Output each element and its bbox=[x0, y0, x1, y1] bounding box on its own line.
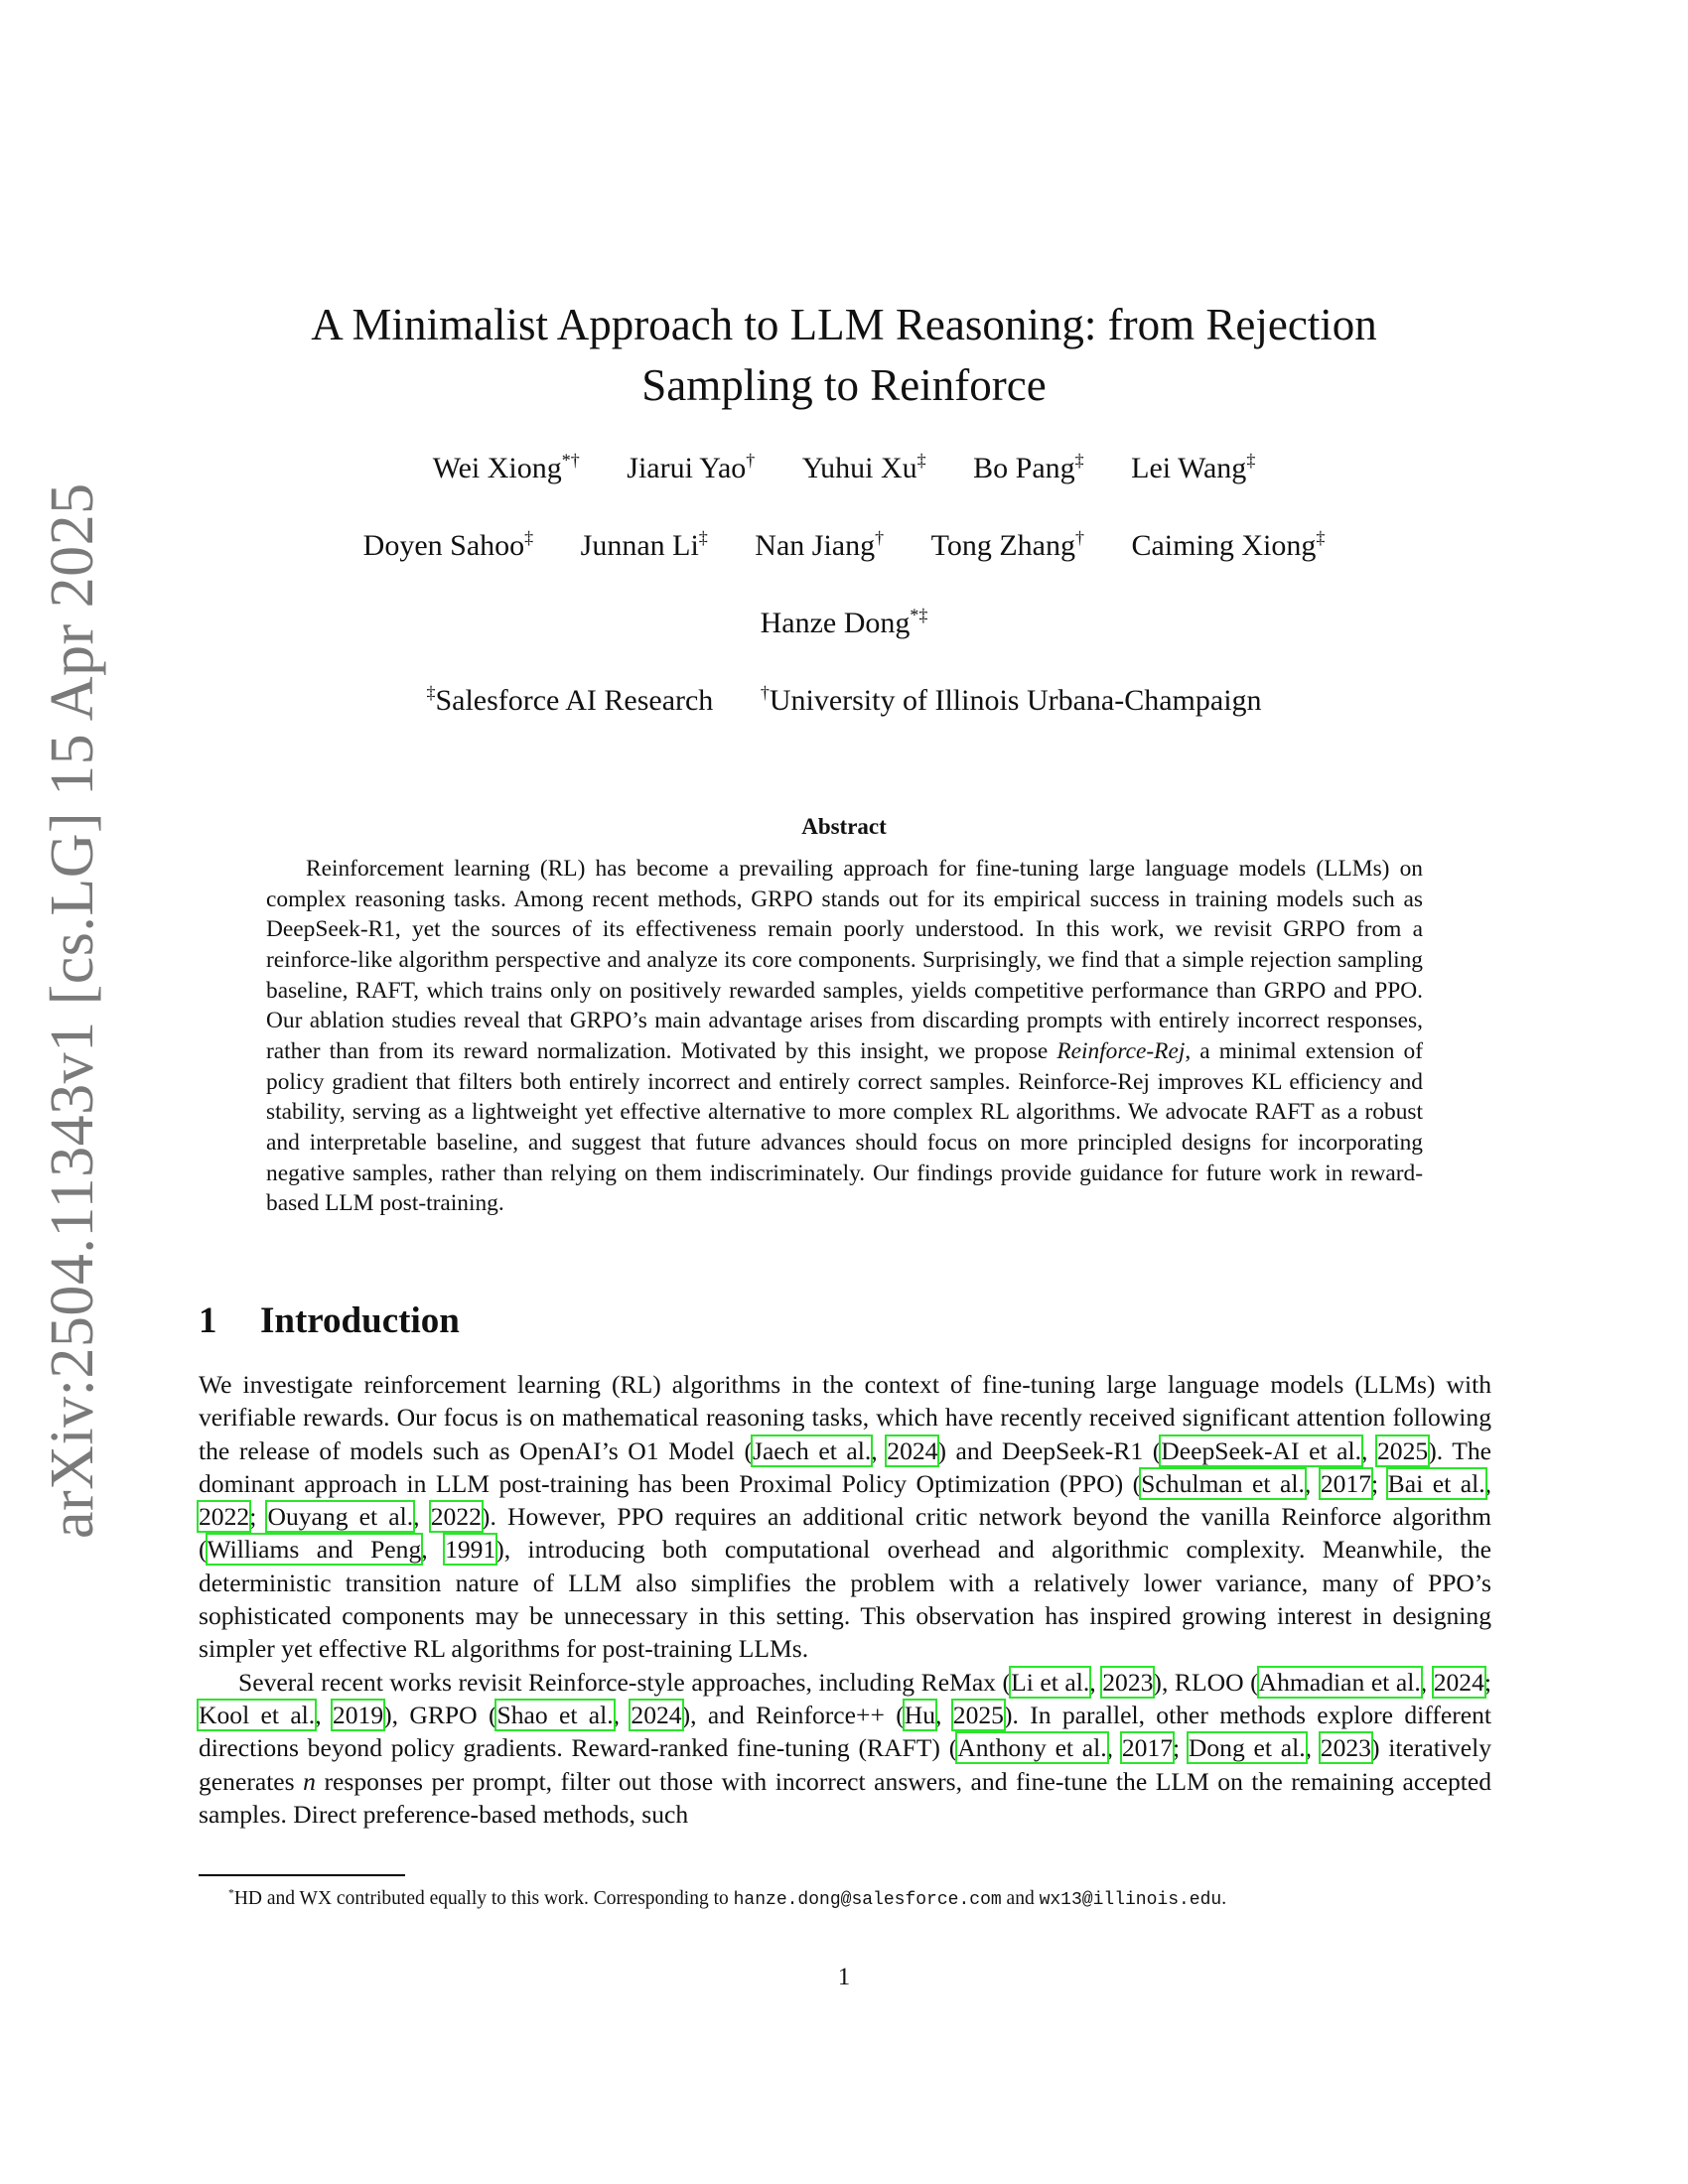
author bbox=[755, 529, 884, 562]
affiliations bbox=[0, 683, 1688, 719]
citation-link[interactable]: Schulman et al. bbox=[1141, 1468, 1305, 1498]
footnote-text: HD and WX contributed equally to this work. Corresponding to bbox=[233, 1888, 734, 1909]
text: ; bbox=[249, 1502, 268, 1532]
citation-year-link[interactable]: 2017 bbox=[1320, 1468, 1372, 1498]
introduction-body bbox=[199, 1368, 1491, 1831]
author bbox=[363, 529, 533, 562]
text: ), and Reinforce++ ( bbox=[681, 1700, 905, 1729]
citation-link[interactable]: Dong et al. bbox=[1188, 1733, 1306, 1763]
affiliation-name: University of Illinois Urbana-Champaign bbox=[769, 684, 1262, 717]
footnote-text: . bbox=[1221, 1888, 1227, 1909]
abstract-heading: Abstract bbox=[801, 814, 887, 839]
text: ; bbox=[1483, 1667, 1492, 1697]
author bbox=[1131, 452, 1255, 484]
footnote-rule bbox=[199, 1874, 405, 1876]
abstract-body bbox=[266, 854, 1423, 1219]
affiliation-mark: † bbox=[875, 527, 885, 548]
author bbox=[1131, 529, 1325, 562]
author-name: Wei Xiong bbox=[432, 452, 562, 484]
citation-year-link[interactable]: 2023 bbox=[1102, 1667, 1154, 1697]
affiliation bbox=[426, 684, 713, 717]
citation-link[interactable]: Hu bbox=[904, 1700, 936, 1729]
citation-link[interactable]: Ahmadian et al. bbox=[1258, 1667, 1421, 1697]
author-row-2 bbox=[0, 528, 1688, 564]
citation-year-link[interactable]: 2023 bbox=[1320, 1733, 1371, 1763]
author-name: Nan Jiang bbox=[755, 529, 876, 562]
affiliation-mark: † bbox=[760, 682, 770, 703]
author bbox=[627, 452, 755, 484]
text: ). The dominant approach in LLM post-training has been Proximal Policy Optimization (PPO) ( bbox=[199, 1435, 1491, 1498]
citation-link[interactable]: Ouyang et al. bbox=[267, 1502, 414, 1532]
affiliation-mark: *† bbox=[561, 450, 580, 471]
author-name: Tong Zhang bbox=[930, 529, 1075, 562]
citation-year-link[interactable]: 2022 bbox=[430, 1502, 482, 1532]
section-title: Introduction bbox=[260, 1300, 460, 1341]
text: ; bbox=[1173, 1733, 1189, 1763]
text: , bbox=[421, 1535, 446, 1565]
author bbox=[802, 452, 926, 484]
text: responses per prompt, filter out those with incorrect answers, and fine-tune the LLM on the remaining accepted samples. Direct preference-based methods, such bbox=[199, 1766, 1492, 1829]
text: , bbox=[315, 1700, 333, 1729]
email-address[interactable]: hanze.dong@salesforce.com bbox=[733, 1890, 1002, 1910]
paper-title-line-2: Sampling to Reinforce bbox=[641, 360, 1047, 410]
citation-year-link[interactable]: 2024 bbox=[1433, 1667, 1484, 1697]
text: , bbox=[1089, 1667, 1103, 1697]
citation-year-link[interactable]: 1991 bbox=[445, 1535, 496, 1565]
footnote-mark: * bbox=[228, 1886, 234, 1900]
text: ). In parallel, other methods explore different directions beyond policy gradients. Reward-ranked fine-tuning (RAFT) ( bbox=[199, 1700, 1491, 1763]
arxiv-identifier-stamp: arXiv:2504.11343v1 [cs.LG] 15 Apr 2025 bbox=[39, 482, 106, 1539]
author-name: Yuhui Xu bbox=[801, 452, 917, 484]
citation-link[interactable]: Anthony et al. bbox=[957, 1733, 1107, 1763]
affiliation-name: Salesforce AI Research bbox=[435, 684, 714, 717]
method-name-emphasis: Reinforce-Rej bbox=[1056, 1037, 1186, 1064]
footnote bbox=[228, 1886, 1499, 1913]
text: , bbox=[1361, 1435, 1377, 1465]
author bbox=[761, 607, 928, 639]
citation-year-link[interactable]: 2024 bbox=[631, 1700, 682, 1729]
text: , bbox=[1420, 1667, 1434, 1697]
author-row-3 bbox=[0, 606, 1688, 641]
section-heading-introduction bbox=[199, 1297, 460, 1346]
affiliation bbox=[761, 684, 1262, 717]
citation-year-link[interactable]: 2025 bbox=[952, 1700, 1004, 1729]
abstract-paragraph bbox=[266, 854, 1423, 1219]
abstract-text: , a minimal extension of policy gradient that filters both entirely incorrect and entirely correct samples. Reinforce-Rej improves KL efficiency and stability, serving as a lightweight yet effective alternative to more complex RL algorithms. We advocate RAFT as a robust and interpretable baseline, and suggest that future advances should focus on more principled designs for incorporating negative samples, rather than relying on them indiscriminately. Our findings provide guidance for future work in reward-based LLM post-training. bbox=[266, 1037, 1424, 1217]
author bbox=[581, 529, 708, 562]
paragraph bbox=[199, 1368, 1491, 1666]
text: , bbox=[1305, 1733, 1321, 1763]
text: Several recent works revisit Reinforce-style approaches, including ReMax ( bbox=[238, 1667, 1012, 1697]
affiliation-mark: † bbox=[746, 450, 756, 471]
footnote-text: and bbox=[1001, 1888, 1040, 1909]
citation-link[interactable]: Li et al. bbox=[1011, 1667, 1090, 1697]
affiliation-mark: † bbox=[1074, 527, 1084, 548]
affiliation-mark: ‡ bbox=[916, 450, 926, 471]
email-address[interactable]: wx13@illinois.edu bbox=[1039, 1890, 1222, 1910]
author-name: Bo Pang bbox=[973, 452, 1075, 484]
author-name: Caiming Xiong bbox=[1131, 529, 1317, 562]
text: , bbox=[1106, 1733, 1122, 1763]
text: ; bbox=[1371, 1468, 1388, 1498]
text: , bbox=[935, 1700, 953, 1729]
citation-link[interactable]: DeepSeek-AI et al. bbox=[1161, 1435, 1362, 1465]
text: , bbox=[613, 1700, 632, 1729]
author bbox=[433, 452, 580, 484]
text: , bbox=[1484, 1468, 1492, 1498]
author-name: Jiarui Yao bbox=[627, 452, 747, 484]
citation-link[interactable]: Shao et al. bbox=[496, 1700, 614, 1729]
text: We investigate reinforcement learning (RL) algorithms in the context of fine-tuning large language models (LLMs) with verifiable rewards. Our focus is on mathematical reasoning tasks, which have recently received significant attention following the release of models such as OpenAI’s O1 Model ( bbox=[199, 1370, 1491, 1465]
author-name: Doyen Sahoo bbox=[362, 529, 525, 562]
abstract-text: Reinforcement learning (RL) has become a prevailing approach for fine-tuning large language models (LLMs) on complex reasoning tasks. Among recent methods, GRPO stands out for its empirical success in training models such as DeepSeek-R1, yet the sources of its effectiveness remain poorly understood. In this work, we revisit GRPO from a reinforce-like algorithm perspective and analyze its core components. Surprisingly, we find that a simple rejection sampling baseline, RAFT, which trains only on positively rewarded samples, yields competitive performance than GRPO and PPO. Our ablation studies reveal that GRPO’s main advantage arises from discarding prompts with entirely incorrect responses, rather than from its reward normalization. Motivated by this insight, we propose bbox=[266, 856, 1423, 1064]
text: ), GRPO ( bbox=[383, 1700, 497, 1729]
author bbox=[931, 529, 1084, 562]
citation-year-link[interactable]: 2019 bbox=[332, 1700, 384, 1729]
page-number: 1 bbox=[837, 1964, 851, 1990]
citation-year-link[interactable]: 2025 bbox=[1377, 1435, 1429, 1465]
author-name: Junnan Li bbox=[580, 529, 699, 562]
author bbox=[973, 452, 1084, 484]
citation-link[interactable]: Williams and Peng bbox=[207, 1535, 422, 1565]
text: , bbox=[1304, 1468, 1321, 1498]
text: , bbox=[871, 1435, 888, 1465]
text: ). However, PPO requires an additional critic network beyond the vanilla Reinforce algorithm ( bbox=[199, 1502, 1491, 1565]
author-name: Hanze Dong bbox=[760, 607, 911, 639]
affiliation-mark: *‡ bbox=[910, 605, 928, 625]
affiliation-mark: ‡ bbox=[426, 682, 436, 703]
author-row-1 bbox=[0, 451, 1688, 486]
affiliation-mark: ‡ bbox=[1316, 527, 1326, 548]
citation-year-link[interactable]: 2022 bbox=[199, 1502, 250, 1532]
citation-year-link[interactable]: 2024 bbox=[887, 1435, 938, 1465]
section-number: 1 bbox=[199, 1300, 217, 1341]
citation-link[interactable]: Bai et al. bbox=[1387, 1468, 1485, 1498]
affiliation-mark: ‡ bbox=[698, 527, 708, 548]
author-name: Lei Wang bbox=[1131, 452, 1247, 484]
text: ), introducing both computational overhead and algorithmic complexity. Meanwhile, the deterministic transition nature of LLM also simplifies the problem with a relatively lower variance, many of PPO’s sophisticated components may be unnecessary in this setting. This observation has inspired growing interest in designing simpler yet effective RL algorithms for post-training LLMs. bbox=[199, 1535, 1491, 1664]
affiliation-mark: ‡ bbox=[1074, 450, 1084, 471]
citation-link[interactable]: Kool et al. bbox=[199, 1700, 316, 1729]
text: , bbox=[413, 1502, 431, 1532]
paper-title-line-1: A Minimalist Approach to LLM Reasoning: from Rejection bbox=[311, 300, 1377, 349]
text: ) and DeepSeek-R1 ( bbox=[937, 1435, 1162, 1465]
text: ), RLOO ( bbox=[1153, 1667, 1259, 1697]
text: ) iteratively generates bbox=[199, 1733, 1491, 1796]
paragraph bbox=[199, 1666, 1491, 1831]
citation-year-link[interactable]: 2017 bbox=[1121, 1733, 1174, 1763]
affiliation-mark: ‡ bbox=[524, 527, 534, 548]
affiliation-mark: ‡ bbox=[1246, 450, 1256, 471]
citation-link[interactable]: Jaech et al. bbox=[752, 1435, 872, 1465]
math-variable: n bbox=[303, 1766, 316, 1796]
